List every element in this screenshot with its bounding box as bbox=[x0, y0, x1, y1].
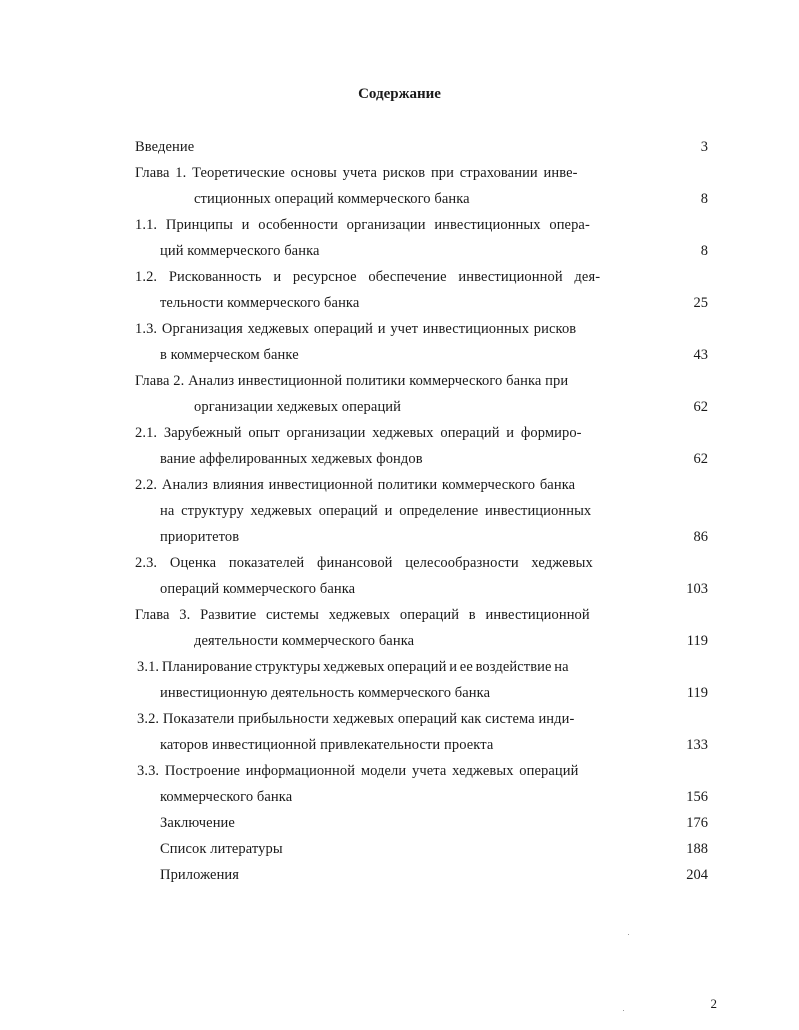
toc-entry-2-2-cont: на структуру хеджевых операций и определение инвестиционных bbox=[160, 503, 592, 519]
toc-page-number: 103 bbox=[686, 581, 708, 597]
toc-page-number: 133 bbox=[686, 737, 708, 753]
toc-entry-chapter-3-cont: деятельности коммерческого банка bbox=[194, 633, 415, 649]
toc-page-number: 119 bbox=[686, 685, 708, 701]
toc-entry-3-3: 3.3. Построение информационной модели учета хеджевых операций bbox=[137, 763, 579, 779]
toc-entry-1-2-cont: тельности коммерческого банка bbox=[160, 295, 360, 311]
toc-entry-chapter-2: Глава 2. Анализ инвестиционной политики коммерческого банка при bbox=[135, 373, 569, 389]
toc-entry-1-1: 1.1. Принципы и особенности организации инвестиционных опера- bbox=[135, 217, 590, 233]
toc-entry-3-3-cont: коммерческого банка bbox=[160, 789, 293, 805]
toc-entry-chapter-1: Глава 1. Теоретические основы учета рисков при страховании инве- bbox=[135, 165, 578, 181]
toc-page-number: 62 bbox=[693, 399, 708, 415]
toc-entry-appendices: Приложения bbox=[160, 867, 240, 883]
toc-entry-1-1-cont: ций коммерческого банка bbox=[160, 243, 320, 259]
toc-entry-1-3-cont: в коммерческом банке bbox=[160, 347, 299, 363]
toc-entry-2-3-cont: операций коммерческого банка bbox=[160, 581, 356, 597]
page-number: 2 bbox=[710, 996, 717, 1011]
toc-entry-2-1-cont: вание аффелированных хеджевых фондов bbox=[160, 451, 423, 467]
toc-page-number: 25 bbox=[693, 295, 708, 311]
toc-page-number: 188 bbox=[686, 841, 708, 857]
toc-page-number: 119 bbox=[686, 633, 708, 649]
toc-page-number: 156 bbox=[686, 789, 708, 805]
toc-page-number: 204 bbox=[686, 867, 708, 883]
toc-entry-chapter-3: Глава 3. Развитие системы хеджевых операций в инвестиционной bbox=[135, 607, 590, 623]
toc-title: Содержание bbox=[358, 86, 441, 102]
toc-entry-chapter-1-cont: стиционных операций коммерческого банка bbox=[194, 191, 470, 207]
toc-entry-1-3: 1.3. Организация хеджевых операций и учет инвестиционных рисков bbox=[135, 321, 577, 337]
toc-entry-3-2: 3.2. Показатели прибыльности хеджевых операций как система инди- bbox=[137, 711, 575, 727]
toc-page-number: 62 bbox=[693, 451, 708, 467]
toc-page-number: 3 bbox=[700, 139, 708, 155]
toc-entry-chapter-2-cont: организации хеджевых операций bbox=[194, 399, 402, 415]
toc-page-number: 8 bbox=[700, 191, 708, 207]
toc-page-number: 86 bbox=[693, 529, 708, 545]
scan-speck bbox=[628, 934, 629, 935]
toc-entry-intro: Введение bbox=[135, 139, 195, 155]
scan-speck bbox=[623, 1010, 624, 1011]
toc-entry-1-2: 1.2. Рискованность и ресурсное обеспечение инвестиционной дея- bbox=[135, 269, 601, 285]
toc-page-number: 8 bbox=[700, 243, 708, 259]
toc-entry-2-2: 2.2. Анализ влияния инвестиционной политики коммерческого банка bbox=[135, 477, 576, 493]
toc-page-number: 176 bbox=[686, 815, 708, 831]
toc-entry-3-2-cont: каторов инвестиционной привлекательности проекта bbox=[160, 737, 494, 753]
toc-entry-references: Список литературы bbox=[160, 841, 283, 857]
toc-entry-conclusion: Заключение bbox=[160, 815, 235, 831]
toc-entry-3-1: 3.1. Планирование структуры хеджевых операций и ее воздействие на bbox=[137, 659, 569, 675]
toc-entry-2-3: 2.3. Оценка показателей финансовой целесообразности хеджевых bbox=[135, 555, 593, 571]
toc-entry-2-2-cont-2: приоритетов bbox=[160, 529, 240, 545]
toc-page-number: 43 bbox=[693, 347, 708, 363]
toc-entry-3-1-cont: инвестиционную деятельность коммерческого банка bbox=[160, 685, 491, 701]
toc-entry-2-1: 2.1. Зарубежный опыт организации хеджевых операций и формиро- bbox=[135, 425, 582, 441]
